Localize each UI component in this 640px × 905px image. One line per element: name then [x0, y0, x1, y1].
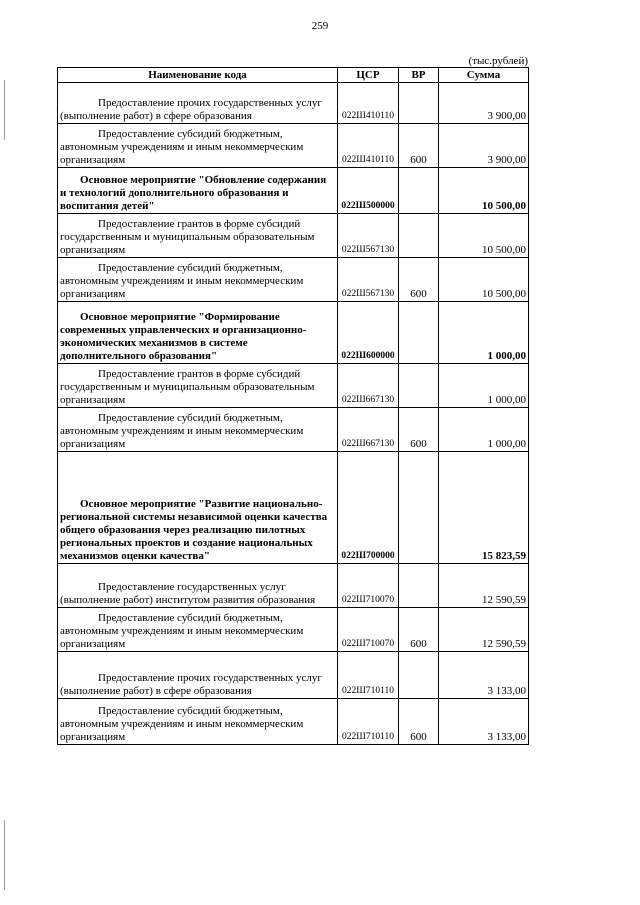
- row-sum: 10 500,00: [439, 214, 529, 258]
- row-csr: 022Ш410110: [338, 83, 399, 124]
- row-csr: 022Ш710110: [338, 652, 399, 699]
- row-name: [58, 699, 338, 745]
- row-vr: [399, 83, 439, 124]
- table-row: [58, 302, 529, 364]
- row-csr: 022Ш410110: [338, 124, 399, 168]
- row-name: [58, 168, 338, 214]
- row-sum: 12 590,59: [439, 608, 529, 652]
- table-row: [58, 408, 529, 452]
- row-name-text: Предоставление прочих государственных услуг (выполнение работ) в сфере образования: [60, 97, 322, 122]
- row-csr: 022Ш710070: [338, 608, 399, 652]
- row-sum: 3 900,00: [439, 124, 529, 168]
- row-sum: 15 823,59: [439, 452, 529, 564]
- row-name: [58, 124, 338, 168]
- row-csr: 022Ш710070: [338, 564, 399, 608]
- header-csr: ЦСР: [338, 68, 399, 83]
- row-name-text: Основное мероприятие "Обновление содержания и технологий дополнительного образования и воспитания детей": [60, 174, 327, 212]
- table-row: [58, 608, 529, 652]
- row-sum: 3 133,00: [439, 699, 529, 745]
- row-name: [58, 214, 338, 258]
- table-row: [58, 699, 529, 745]
- row-vr: [399, 364, 439, 408]
- page-number: 259: [311, 20, 329, 32]
- row-vr: 600: [399, 258, 439, 302]
- table-row: [58, 168, 529, 214]
- row-vr: 600: [399, 699, 439, 745]
- row-name-text: Основное мероприятие "Формирование современных управленческих и организационно-экономических механизмов в системе дополнительного образования": [60, 311, 307, 362]
- row-vr: [399, 652, 439, 699]
- row-name-text: Предоставление субсидий бюджетным, автономным учреждениям и иным некоммерческим организациям: [60, 705, 304, 743]
- row-name: [58, 364, 338, 408]
- row-vr: [399, 168, 439, 214]
- row-csr: 022Ш600000: [338, 302, 399, 364]
- row-name-text: Предоставление прочих государственных услуг (выполнение работ) в сфере образования: [60, 672, 322, 697]
- row-csr: 022Ш710110: [338, 699, 399, 745]
- row-sum: 12 590,59: [439, 564, 529, 608]
- table-row: [58, 452, 529, 564]
- row-csr: 022Ш667130: [338, 364, 399, 408]
- row-csr: 022Ш567130: [338, 214, 399, 258]
- row-vr: [399, 302, 439, 364]
- row-sum: 10 500,00: [439, 258, 529, 302]
- header-name: Наименование кода: [58, 68, 338, 83]
- table-row: [58, 652, 529, 699]
- row-name-text: Предоставление грантов в форме субсидий государственным и муниципальным образовательным организациям: [60, 218, 315, 256]
- row-csr: 022Ш500000: [338, 168, 399, 214]
- row-name: [58, 652, 338, 699]
- row-csr: 022Ш567130: [338, 258, 399, 302]
- table-row: [58, 214, 529, 258]
- row-name: [58, 564, 338, 608]
- budget-table: [57, 67, 529, 745]
- row-sum: 3 900,00: [439, 83, 529, 124]
- table-row: [58, 124, 529, 168]
- row-vr: [399, 214, 439, 258]
- row-vr: [399, 564, 439, 608]
- row-name-text: Предоставление субсидий бюджетным, автономным учреждениям и иным некоммерческим организациям: [60, 128, 304, 166]
- table-row: [58, 83, 529, 124]
- row-name-text: Предоставление субсидий бюджетным, автономным учреждениям и иным некоммерческим организациям: [60, 612, 304, 650]
- row-name: [58, 452, 338, 564]
- header-vr: ВР: [399, 68, 439, 83]
- row-sum: 3 133,00: [439, 652, 529, 699]
- row-name: [58, 258, 338, 302]
- unit-note: (тыс.рублей): [468, 55, 528, 67]
- row-csr: 022Ш667130: [338, 408, 399, 452]
- table-row: [58, 564, 529, 608]
- row-name: [58, 608, 338, 652]
- margin-mark: [4, 820, 5, 890]
- row-name: [58, 408, 338, 452]
- row-name: [58, 302, 338, 364]
- row-vr: [399, 452, 439, 564]
- row-sum: 1 000,00: [439, 364, 529, 408]
- row-name-text: Предоставление субсидий бюджетным, автономным учреждениям и иным некоммерческим организациям: [60, 262, 304, 300]
- row-name-text: Основное мероприятие "Развитие национально-региональной системы независимой оценки качества общего образования через реализацию пилотных региональных проектов и создание национальных механизмов оценки качества": [60, 498, 328, 562]
- row-name-text: Предоставление государственных услуг (выполнение работ) институтом развития образования: [60, 581, 316, 606]
- row-name-text: Предоставление субсидий бюджетным, автономным учреждениям и иным некоммерческим организациям: [60, 412, 304, 450]
- table-header-row: [58, 68, 529, 83]
- row-vr: 600: [399, 408, 439, 452]
- table-row: [58, 364, 529, 408]
- row-name-text: Предоставление грантов в форме субсидий государственным и муниципальным образовательным организациям: [60, 368, 315, 406]
- row-sum: 1 000,00: [439, 408, 529, 452]
- header-sum: Сумма: [439, 68, 529, 83]
- row-vr: 600: [399, 124, 439, 168]
- table-body: [58, 83, 529, 745]
- row-name: [58, 83, 338, 124]
- row-vr: 600: [399, 608, 439, 652]
- margin-mark: [4, 80, 5, 140]
- row-sum: 1 000,00: [439, 302, 529, 364]
- row-sum: 10 500,00: [439, 168, 529, 214]
- row-csr: 022Ш700000: [338, 452, 399, 564]
- table-row: [58, 258, 529, 302]
